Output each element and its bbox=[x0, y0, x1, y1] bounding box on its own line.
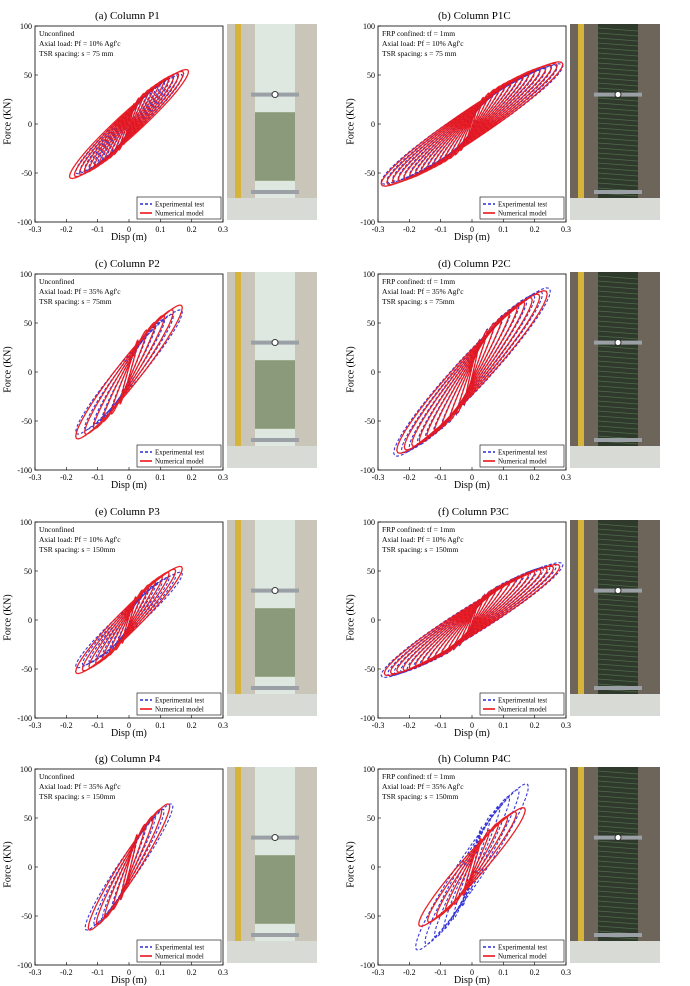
x-axis-label: Disp (m) bbox=[454, 975, 490, 986]
legend-label: Experimental test bbox=[155, 943, 205, 952]
y-tick-label: -100 bbox=[17, 218, 32, 227]
y-tick-label: 50 bbox=[367, 71, 375, 80]
x-tick-label: -0.2 bbox=[402, 968, 416, 977]
legend-label: Numerical model bbox=[155, 705, 204, 714]
legend-label: Numerical model bbox=[155, 457, 204, 466]
y-tick-label: 0 bbox=[371, 120, 375, 129]
y-tick-label: -100 bbox=[17, 961, 32, 970]
legend bbox=[137, 693, 221, 715]
x-tick-label: 0.3 bbox=[561, 721, 571, 730]
x-axis-label: Disp (m) bbox=[454, 232, 490, 243]
annotation-note: TSR spacing: s = 75mm bbox=[39, 297, 112, 306]
annotation-note: Unconfined bbox=[39, 772, 75, 781]
annotation-note: Axial load: Pf = 35% Agf'c bbox=[382, 782, 464, 791]
annotation-note: TSR spacing: s = 150mm bbox=[39, 792, 116, 801]
y-tick-label: 100 bbox=[20, 270, 32, 279]
y-tick-label: 50 bbox=[367, 567, 375, 576]
y-tick-label: -50 bbox=[364, 169, 375, 178]
annotation-note: Axial load: Pf = 10% Agf'c bbox=[39, 39, 121, 48]
x-tick-label: 0.3 bbox=[561, 473, 571, 482]
y-tick-label: 0 bbox=[28, 616, 32, 625]
y-tick-label: 0 bbox=[371, 616, 375, 625]
y-tick-label: 50 bbox=[367, 319, 375, 328]
x-tick-label: 0 bbox=[127, 721, 131, 730]
annotation-note: Axial load: Pf = 10% Agf'c bbox=[382, 39, 464, 48]
annotation-note: Unconfined bbox=[39, 29, 75, 38]
hysteresis-plot bbox=[360, 765, 571, 977]
y-tick-label: -100 bbox=[17, 466, 32, 475]
x-axis-label: Disp (m) bbox=[111, 480, 147, 491]
x-tick-label: 0.3 bbox=[561, 968, 571, 977]
x-axis-label: Disp (m) bbox=[111, 232, 147, 243]
x-tick-label: 0 bbox=[470, 225, 474, 234]
x-tick-label: 0.1 bbox=[498, 225, 509, 234]
y-tick-label: 0 bbox=[371, 368, 375, 377]
x-tick-label: 0.3 bbox=[561, 225, 571, 234]
x-tick-label: 0.3 bbox=[218, 473, 228, 482]
legend-label: Numerical model bbox=[498, 952, 547, 961]
y-axis-label: Force (KN) bbox=[345, 346, 357, 393]
y-tick-label: -100 bbox=[360, 218, 375, 227]
y-axis-label: Force (KN) bbox=[345, 594, 357, 641]
y-tick-label: -100 bbox=[360, 466, 375, 475]
legend-label: Experimental test bbox=[155, 448, 205, 457]
annotation-note: FRP confined: tf = 1mm bbox=[382, 29, 456, 38]
x-tick-label: 0.2 bbox=[186, 721, 197, 730]
x-tick-label: 0.2 bbox=[186, 473, 197, 482]
x-axis-label: Disp (m) bbox=[111, 975, 147, 986]
annotation-note: Unconfined bbox=[39, 525, 75, 534]
y-tick-label: 100 bbox=[363, 518, 375, 527]
annotation-note: TSR spacing: s = 75 mm bbox=[39, 49, 114, 58]
panel-title: (a) Column P1 bbox=[95, 10, 160, 22]
x-tick-label: -0.3 bbox=[371, 721, 385, 730]
y-tick-label: 100 bbox=[20, 22, 32, 31]
y-tick-label: 100 bbox=[363, 22, 375, 31]
annotation-note: TSR spacing: s = 150mm bbox=[382, 792, 459, 801]
hysteresis-plot bbox=[360, 270, 571, 482]
x-tick-label: -0.2 bbox=[59, 721, 73, 730]
x-tick-label: -0.1 bbox=[91, 225, 105, 234]
x-tick-label: 0.2 bbox=[529, 721, 540, 730]
x-tick-label: 0.2 bbox=[529, 473, 540, 482]
y-axis-label: Force (KN) bbox=[2, 346, 14, 393]
hysteresis-plot bbox=[360, 518, 571, 730]
x-tick-label: -0.2 bbox=[59, 473, 73, 482]
specimen-photo bbox=[570, 767, 660, 963]
specimen-photo bbox=[227, 272, 317, 468]
x-tick-label: -0.1 bbox=[91, 968, 105, 977]
x-tick-label: -0.2 bbox=[402, 225, 416, 234]
specimen-photo bbox=[227, 767, 317, 963]
y-tick-label: 100 bbox=[363, 270, 375, 279]
y-tick-label: 100 bbox=[20, 518, 32, 527]
x-tick-label: -0.2 bbox=[59, 968, 73, 977]
y-tick-label: -50 bbox=[364, 912, 375, 921]
legend-label: Experimental test bbox=[498, 200, 548, 209]
hysteresis-plot bbox=[17, 270, 228, 482]
x-tick-label: -0.3 bbox=[371, 225, 385, 234]
legend bbox=[137, 197, 221, 219]
y-tick-label: 50 bbox=[24, 71, 32, 80]
x-tick-label: -0.1 bbox=[91, 721, 105, 730]
legend-label: Numerical model bbox=[155, 209, 204, 218]
x-tick-label: 0 bbox=[470, 968, 474, 977]
hysteresis-plot bbox=[360, 22, 571, 234]
x-tick-label: -0.3 bbox=[371, 473, 385, 482]
x-tick-label: -0.2 bbox=[402, 721, 416, 730]
x-tick-label: -0.1 bbox=[434, 721, 448, 730]
legend bbox=[137, 445, 221, 467]
y-tick-label: -100 bbox=[360, 714, 375, 723]
hysteresis-plot bbox=[17, 518, 228, 730]
x-tick-label: 0.2 bbox=[529, 968, 540, 977]
x-tick-label: -0.1 bbox=[434, 225, 448, 234]
x-axis-label: Disp (m) bbox=[111, 728, 147, 739]
legend-label: Numerical model bbox=[498, 705, 547, 714]
annotation-note: TSR spacing: s = 75 mm bbox=[382, 49, 457, 58]
specimen-photo bbox=[570, 520, 660, 716]
x-tick-label: 0.1 bbox=[155, 225, 166, 234]
legend bbox=[480, 445, 564, 467]
annotation-note: Axial load: Pf = 10% Agf'c bbox=[382, 535, 464, 544]
x-tick-label: 0.2 bbox=[186, 225, 197, 234]
panel-title: (c) Column P2 bbox=[95, 258, 160, 270]
y-axis-label: Force (KN) bbox=[2, 594, 14, 641]
annotation-note: Axial load: Pf = 35% Agf'c bbox=[382, 287, 464, 296]
x-tick-label: 0.1 bbox=[155, 721, 166, 730]
legend bbox=[137, 940, 221, 962]
x-tick-label: 0.2 bbox=[529, 225, 540, 234]
x-tick-label: -0.1 bbox=[434, 473, 448, 482]
x-tick-label: 0.1 bbox=[155, 968, 166, 977]
y-tick-label: 0 bbox=[371, 863, 375, 872]
annotation-note: TSR spacing: s = 75mm bbox=[382, 297, 455, 306]
annotation-note: FRP confined: tf = 1mm bbox=[382, 277, 456, 286]
x-tick-label: 0.3 bbox=[218, 968, 228, 977]
y-tick-label: -50 bbox=[21, 665, 32, 674]
hysteresis-plot bbox=[17, 765, 228, 977]
x-tick-label: 0.3 bbox=[218, 721, 228, 730]
panel-title: (h) Column P4C bbox=[438, 753, 511, 765]
x-tick-label: 0.1 bbox=[498, 968, 509, 977]
x-tick-label: -0.3 bbox=[371, 968, 385, 977]
x-tick-label: -0.3 bbox=[28, 721, 42, 730]
x-axis-label: Disp (m) bbox=[454, 480, 490, 491]
annotation-note: Unconfined bbox=[39, 277, 75, 286]
annotation-note: TSR spacing: s = 150mm bbox=[382, 545, 459, 554]
x-tick-label: 0 bbox=[470, 473, 474, 482]
legend-label: Experimental test bbox=[498, 696, 548, 705]
annotation-note: Axial load: Pf = 35% Agf'c bbox=[39, 287, 121, 296]
legend bbox=[480, 197, 564, 219]
y-tick-label: 100 bbox=[20, 765, 32, 774]
y-tick-label: -100 bbox=[360, 961, 375, 970]
annotation-note: FRP confined: tf = 1mm bbox=[382, 525, 456, 534]
x-tick-label: 0 bbox=[127, 968, 131, 977]
legend-label: Experimental test bbox=[498, 448, 548, 457]
legend-label: Experimental test bbox=[155, 200, 205, 209]
x-tick-label: 0 bbox=[127, 473, 131, 482]
y-tick-label: 50 bbox=[24, 814, 32, 823]
legend-label: Numerical model bbox=[155, 952, 204, 961]
y-tick-label: 0 bbox=[28, 863, 32, 872]
x-tick-label: 0.1 bbox=[498, 473, 509, 482]
y-tick-label: -50 bbox=[21, 912, 32, 921]
x-tick-label: 0.2 bbox=[186, 968, 197, 977]
y-tick-label: 50 bbox=[367, 814, 375, 823]
panel-title: (b) Column P1C bbox=[438, 10, 511, 22]
x-tick-label: 0 bbox=[470, 721, 474, 730]
y-tick-label: 0 bbox=[28, 120, 32, 129]
y-tick-label: -50 bbox=[21, 169, 32, 178]
y-tick-label: -50 bbox=[364, 665, 375, 674]
y-axis-label: Force (KN) bbox=[2, 841, 14, 888]
x-tick-label: -0.3 bbox=[28, 473, 42, 482]
x-axis-label: Disp (m) bbox=[454, 728, 490, 739]
y-tick-label: 50 bbox=[24, 567, 32, 576]
specimen-photo bbox=[227, 24, 317, 220]
annotation-note: TSR spacing: s = 150mm bbox=[39, 545, 116, 554]
y-tick-label: 100 bbox=[363, 765, 375, 774]
x-tick-label: -0.1 bbox=[91, 473, 105, 482]
specimen-photo bbox=[570, 272, 660, 468]
y-tick-label: -100 bbox=[17, 714, 32, 723]
panel-title: (f) Column P3C bbox=[438, 506, 509, 518]
panel-title: (g) Column P4 bbox=[95, 753, 161, 765]
annotation-note: Axial load: Pf = 35% Agf'c bbox=[39, 782, 121, 791]
y-axis-label: Force (KN) bbox=[345, 841, 357, 888]
legend-label: Experimental test bbox=[498, 943, 548, 952]
specimen-photo bbox=[570, 24, 660, 220]
annotation-note: FRP confined: tf = 1mm bbox=[382, 772, 456, 781]
x-tick-label: 0.3 bbox=[218, 225, 228, 234]
y-tick-label: -50 bbox=[364, 417, 375, 426]
y-tick-label: 0 bbox=[28, 368, 32, 377]
x-tick-label: 0.1 bbox=[155, 473, 166, 482]
y-axis-label: Force (KN) bbox=[2, 98, 14, 145]
panel-title: (d) Column P2C bbox=[438, 258, 511, 270]
x-tick-label: -0.2 bbox=[59, 225, 73, 234]
x-tick-label: 0.1 bbox=[498, 721, 509, 730]
y-tick-label: -50 bbox=[21, 417, 32, 426]
specimen-photo bbox=[227, 520, 317, 716]
annotation-note: Axial load: Pf = 10% Agf'c bbox=[39, 535, 121, 544]
legend bbox=[480, 693, 564, 715]
hysteresis-plot bbox=[17, 22, 228, 234]
y-tick-label: 50 bbox=[24, 319, 32, 328]
legend-label: Numerical model bbox=[498, 209, 547, 218]
x-tick-label: -0.1 bbox=[434, 968, 448, 977]
legend-label: Numerical model bbox=[498, 457, 547, 466]
legend bbox=[480, 940, 564, 962]
x-tick-label: 0 bbox=[127, 225, 131, 234]
panel-title: (e) Column P3 bbox=[95, 506, 160, 518]
x-tick-label: -0.2 bbox=[402, 473, 416, 482]
legend-label: Experimental test bbox=[155, 696, 205, 705]
y-axis-label: Force (KN) bbox=[345, 98, 357, 145]
x-tick-label: -0.3 bbox=[28, 225, 42, 234]
x-tick-label: -0.3 bbox=[28, 968, 42, 977]
